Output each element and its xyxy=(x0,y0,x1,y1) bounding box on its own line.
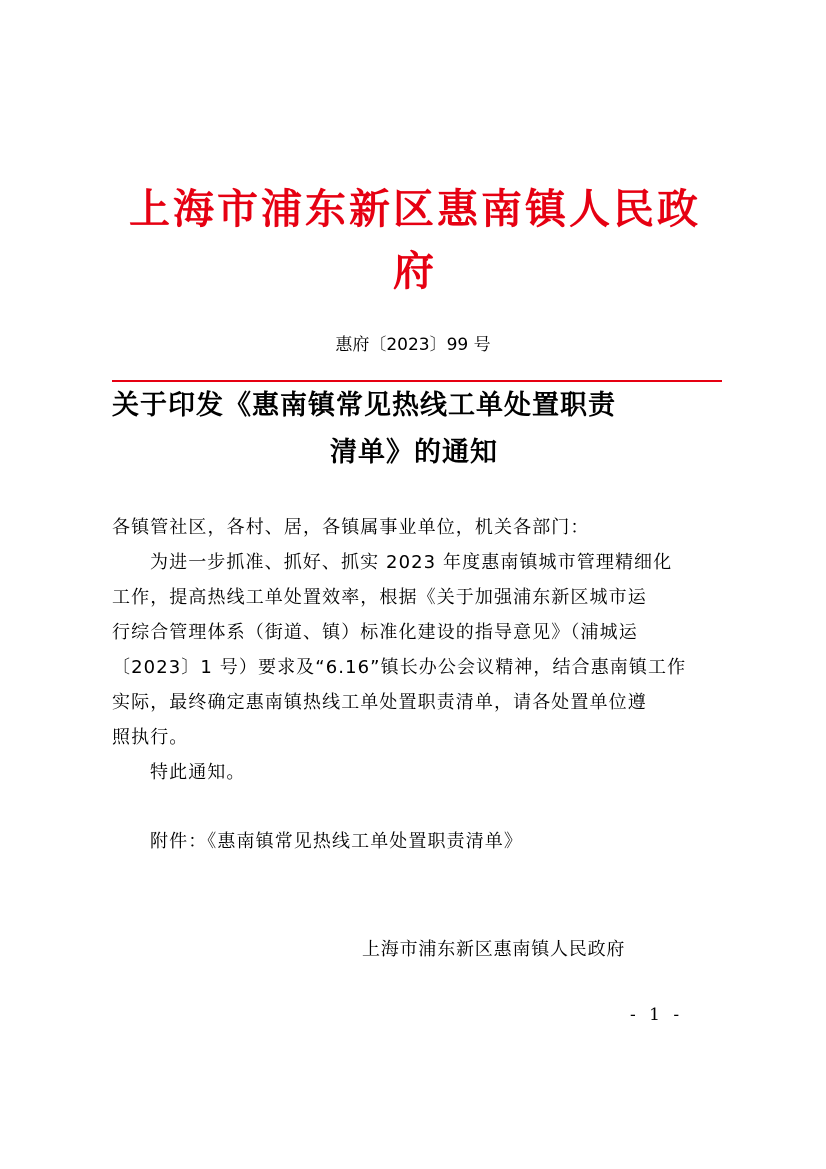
body-line-4: 〔2023〕1 号）要求及“6.16”镇长办公会议精神，结合惠南镇工作 xyxy=(112,657,687,678)
document-number: 惠府〔2023〕99 号 xyxy=(335,335,491,355)
issuing-authority-title-line2: 府 xyxy=(393,247,437,295)
closing-phrase: 特此通知。 xyxy=(150,762,246,783)
body-line-6: 照执行。 xyxy=(112,727,189,748)
salutation: 各镇管社区，各村、居，各镇属事业单位，机关各部门： xyxy=(112,517,590,538)
issuing-authority-title-line1: 上海市浦东新区惠南镇人民政 xyxy=(129,185,701,233)
notice-title-line1: 关于印发《惠南镇常见热线工单处置职责 xyxy=(112,390,616,421)
attachment-line: 附件：《惠南镇常见热线工单处置职责清单》 xyxy=(150,831,523,852)
body-line-5: 实际，最终确定惠南镇热线工单处置职责清单，请各处置单位遵 xyxy=(112,692,647,713)
red-header-divider xyxy=(112,380,722,382)
page-number: - 1 - xyxy=(630,1005,684,1025)
issuer-signature: 上海市浦东新区惠南镇人民政府 xyxy=(362,939,626,960)
notice-title-line2: 清单》的通知 xyxy=(330,437,498,468)
body-line-3: 行综合管理体系（街道、镇）标准化建设的指导意见》（浦城运 xyxy=(112,622,638,643)
body-line-2: 工作，提高热线工单处置效率，根据《关于加强浦东新区城市运 xyxy=(112,587,647,608)
body-line-1: 为进一步抓准、抓好、抓实 2023 年度惠南镇城市管理精细化 xyxy=(150,552,673,573)
